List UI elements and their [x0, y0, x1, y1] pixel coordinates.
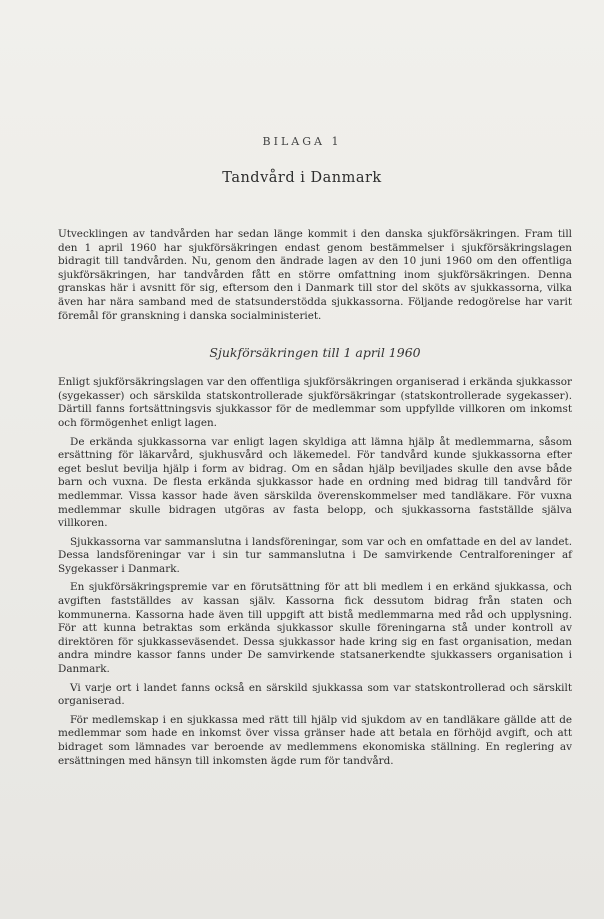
section-paragraph-5: Vi varje ort i landet fanns också en särskild sjukkassa som var statskontrollerad och särskilt organiserad. — [58, 681, 572, 708]
appendix-label: BILAGA 1 — [262, 135, 342, 148]
body-text — [58, 228, 572, 773]
section-paragraph-1: Enligt sjukförsäkringslagen var den offentliga sjukförsäkringen organiserad i erkända sjukkassor (sygekasser) och särskilda statskontrollerade sjukförsäkringar (statskontrollerade sygekasser). Därtill fanns fortsättningsvis sjukkassor för de medlemmar som uppfyllde villkoren om inkomst och förmögenhet enligt lagen. — [58, 376, 572, 429]
section-paragraph-3: Sjukkassorna var sammanslutna i landsföreningar, som var och en omfattade en del av landet. Dessa landsföreningar var i sin tur sammanslutna i De samvirkende Centralforeninger af Sygekasser i Danmark. — [58, 535, 572, 575]
section-paragraph-2: De erkända sjukkassorna var enligt lagen skyldiga att lämna hjälp åt medlemmarna, såsom ersättning för läkarvård, sjukhusvård och läkemedel. För tandvård kunde sjukkassorna efter eget beslut bevilja hjälp i form av bidrag. Om en sådan hjälp beviljades skulle den avse både barn och vuxna. De flesta erkända sjukkassor hade en ordning med bidrag till tandvård för medlemmar. Vissa kassor hade även särskilda överenskommelser med tandläkare. För vuxna medlemmar skulle bidragen utgöras av fasta belopp, och sjukkassorna fastställde själva villkoren. — [58, 435, 572, 530]
section-paragraph-4: En sjukförsäkringspremie var en förutsättning för att bli medlem i en erkänd sjukkassa, och avgiften fastställdes av kassan själv. Kassorna fick dessutom bidrag från staten och kommunerna. Kassorna hade även till uppgift att bistå medlemmarna med råd och upplysning. För att kunna betraktas som erkända sjukkassor skulle föreningarna stå under kontroll av direktören för sjukkasseväsendet. Dessa sjukkassor hade kring sig en fast organisation, medan andra mindre kassor fanns under De samvirkende statsanerkendte sjukkassers organisation i Danmark. — [58, 581, 572, 676]
intro-paragraph: Utvecklingen av tandvården har sedan länge kommit i den danska sjukförsäkringen. Fram till den 1 april 1960 har sjukförsäkringen endast genom bestämmelser i sjukförsäkringslagen bidragit till tandvården. Nu, genom den ändrade lagen av den 10 juni 1960 om den offentliga sjukförsäkringen, har tandvården fått en större omfattning inom sjukförsäkringen. Denna granskas här i avsnitt för sig, eftersom den i Danmark till stor del sköts av sjukkassorna, vilka även har nära samband med de statsunderstödda sjukkassorna. Följande redogörelse har varit föremål för granskning i danska socialministeriet. — [58, 228, 572, 322]
section-paragraph-6: För medlemskap i en sjukkassa med rätt till hjälp vid sjukdom av en tandläkare gällde att de medlemmar som hade en inkomst över vissa gränser hade att betala en förhöjd avgift, och att bidraget som lämnades var beroende av medlemmens ekonomiska ställning. En reglering av ersättningen med hänsyn till inkomsten ägde rum för tandvård. — [58, 713, 572, 767]
section-heading: Sjukförsäkringen till 1 april 1960 — [209, 345, 421, 361]
page-title: Tandvård i Danmark — [222, 170, 382, 186]
